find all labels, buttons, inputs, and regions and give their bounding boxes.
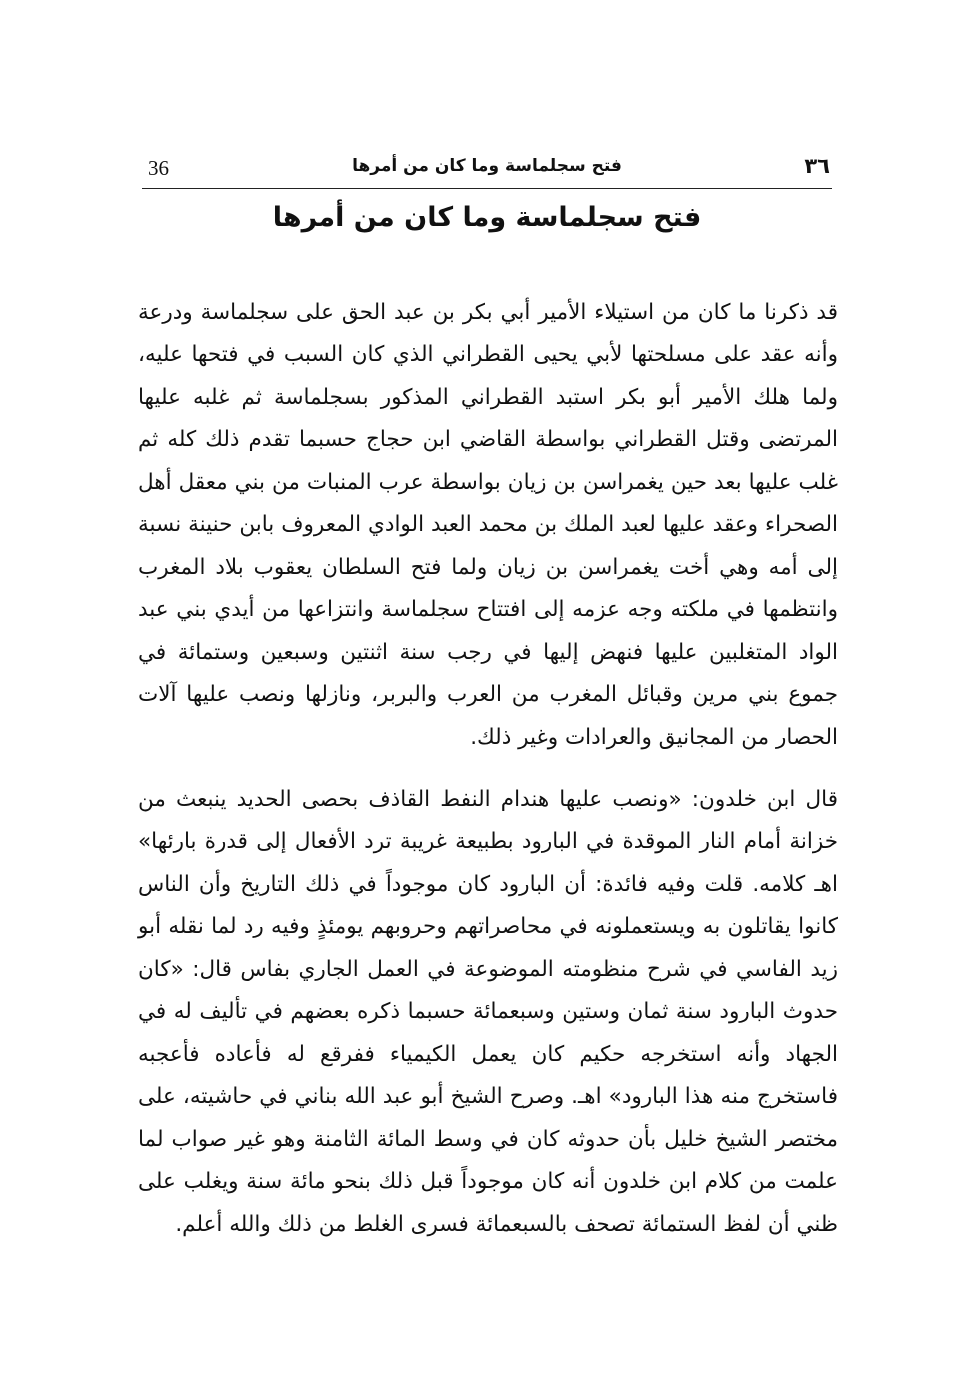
running-header: [142, 150, 832, 189]
page-number-latin: 36: [148, 156, 169, 180]
body-paragraph-1: قد ذكرنا ما كان من استيلاء الأمير أبي بكر بن عبد الحق على سجلماسة ودرعة وأنه عقد على مسلحتها لأبي يحيى القطراني الذي كان السبب في فتحها عليه، ولما هلك الأمير أبو بكر استبد القطراني المذكور بسجلماسة ثم غلبه عليها المرتضى وقتل القطراني بواسطة القاضي ابن حجاج حسبما تقدم ذلك كله ثم غلب عليها بعد حين يغمراسن بن زيان بواسطة عرب المنبات من بني معقل أهل الصحراء وعقد عليها لعبد الملك بن محمد العبد الوادي المعروف بابن حنينة نسبة إلى أمه وهي أخت يغمراسن بن زيان ولما فتح السلطان يعقوب بلاد المغرب وانتظمها في ملكته وجه عزمه إلى افتتاح سجلماسة وانتزاعها من أيدي بني عبد الواد المتغلبين عليها فنهض إليها في رجب سنة اثنتين وسبعين وستمائة في جموع بني مرين وقبائل المغرب من العرب والبربر، ونازلها ونصب عليها آلات الحصار من المجانيق والعرادات وغير ذلك.: [138, 299, 838, 750]
running-title: فتح سجلماسة وما كان من أمرها: [352, 156, 622, 176]
page-number-arabic: ٣٦: [804, 154, 830, 178]
chapter-title: فتح سجلماسة وما كان من أمرها: [272, 202, 702, 233]
body-paragraph-2: قال ابن خلدون: «ونصب عليها هندام النفط القاذف بحصى الحديد ينبعث من خزانة أمام النار الموقدة في البارود بطبيعة غريبة ترد الأفعال إلى قدرة بارئها» اهـ كلامه. قلت وفيه فائدة: أن البارود كان موجوداً في ذلك التاريخ وأن الناس كانوا يقاتلون به ويستعملونه في محاصراتهم وحروبهم يومئذٍ وفيه رد لما نقله أبو زيد الفاسي في شرح منظومته الموضوعة في العمل الجاري بفاس قال: «كان حدوث البارود سنة ثمان وستين وسبعمائة حسبما ذكره بعضهم في تأليف له في الجهاد وأنه استخرجه حكيم كان يعمل الكيمياء ففرقع له فأعاده فأعجبه فاستخرج منه هذا البارود» اهـ. وصرح الشيخ أبو عبد الله بناني في حاشيته، على مختصر الشيخ خليل بأن حدوثه كان في وسط المائة الثامنة وهو غير صواب لما علمت من كلام ابن خلدون أنه كان موجوداً قبل ذلك بنحو مائة سنة ويغلب على ظني أن لفظ الستمائة تصحف بالسبعمائة فسرى الغلط من ذلك والله أعلم.: [138, 786, 838, 1237]
